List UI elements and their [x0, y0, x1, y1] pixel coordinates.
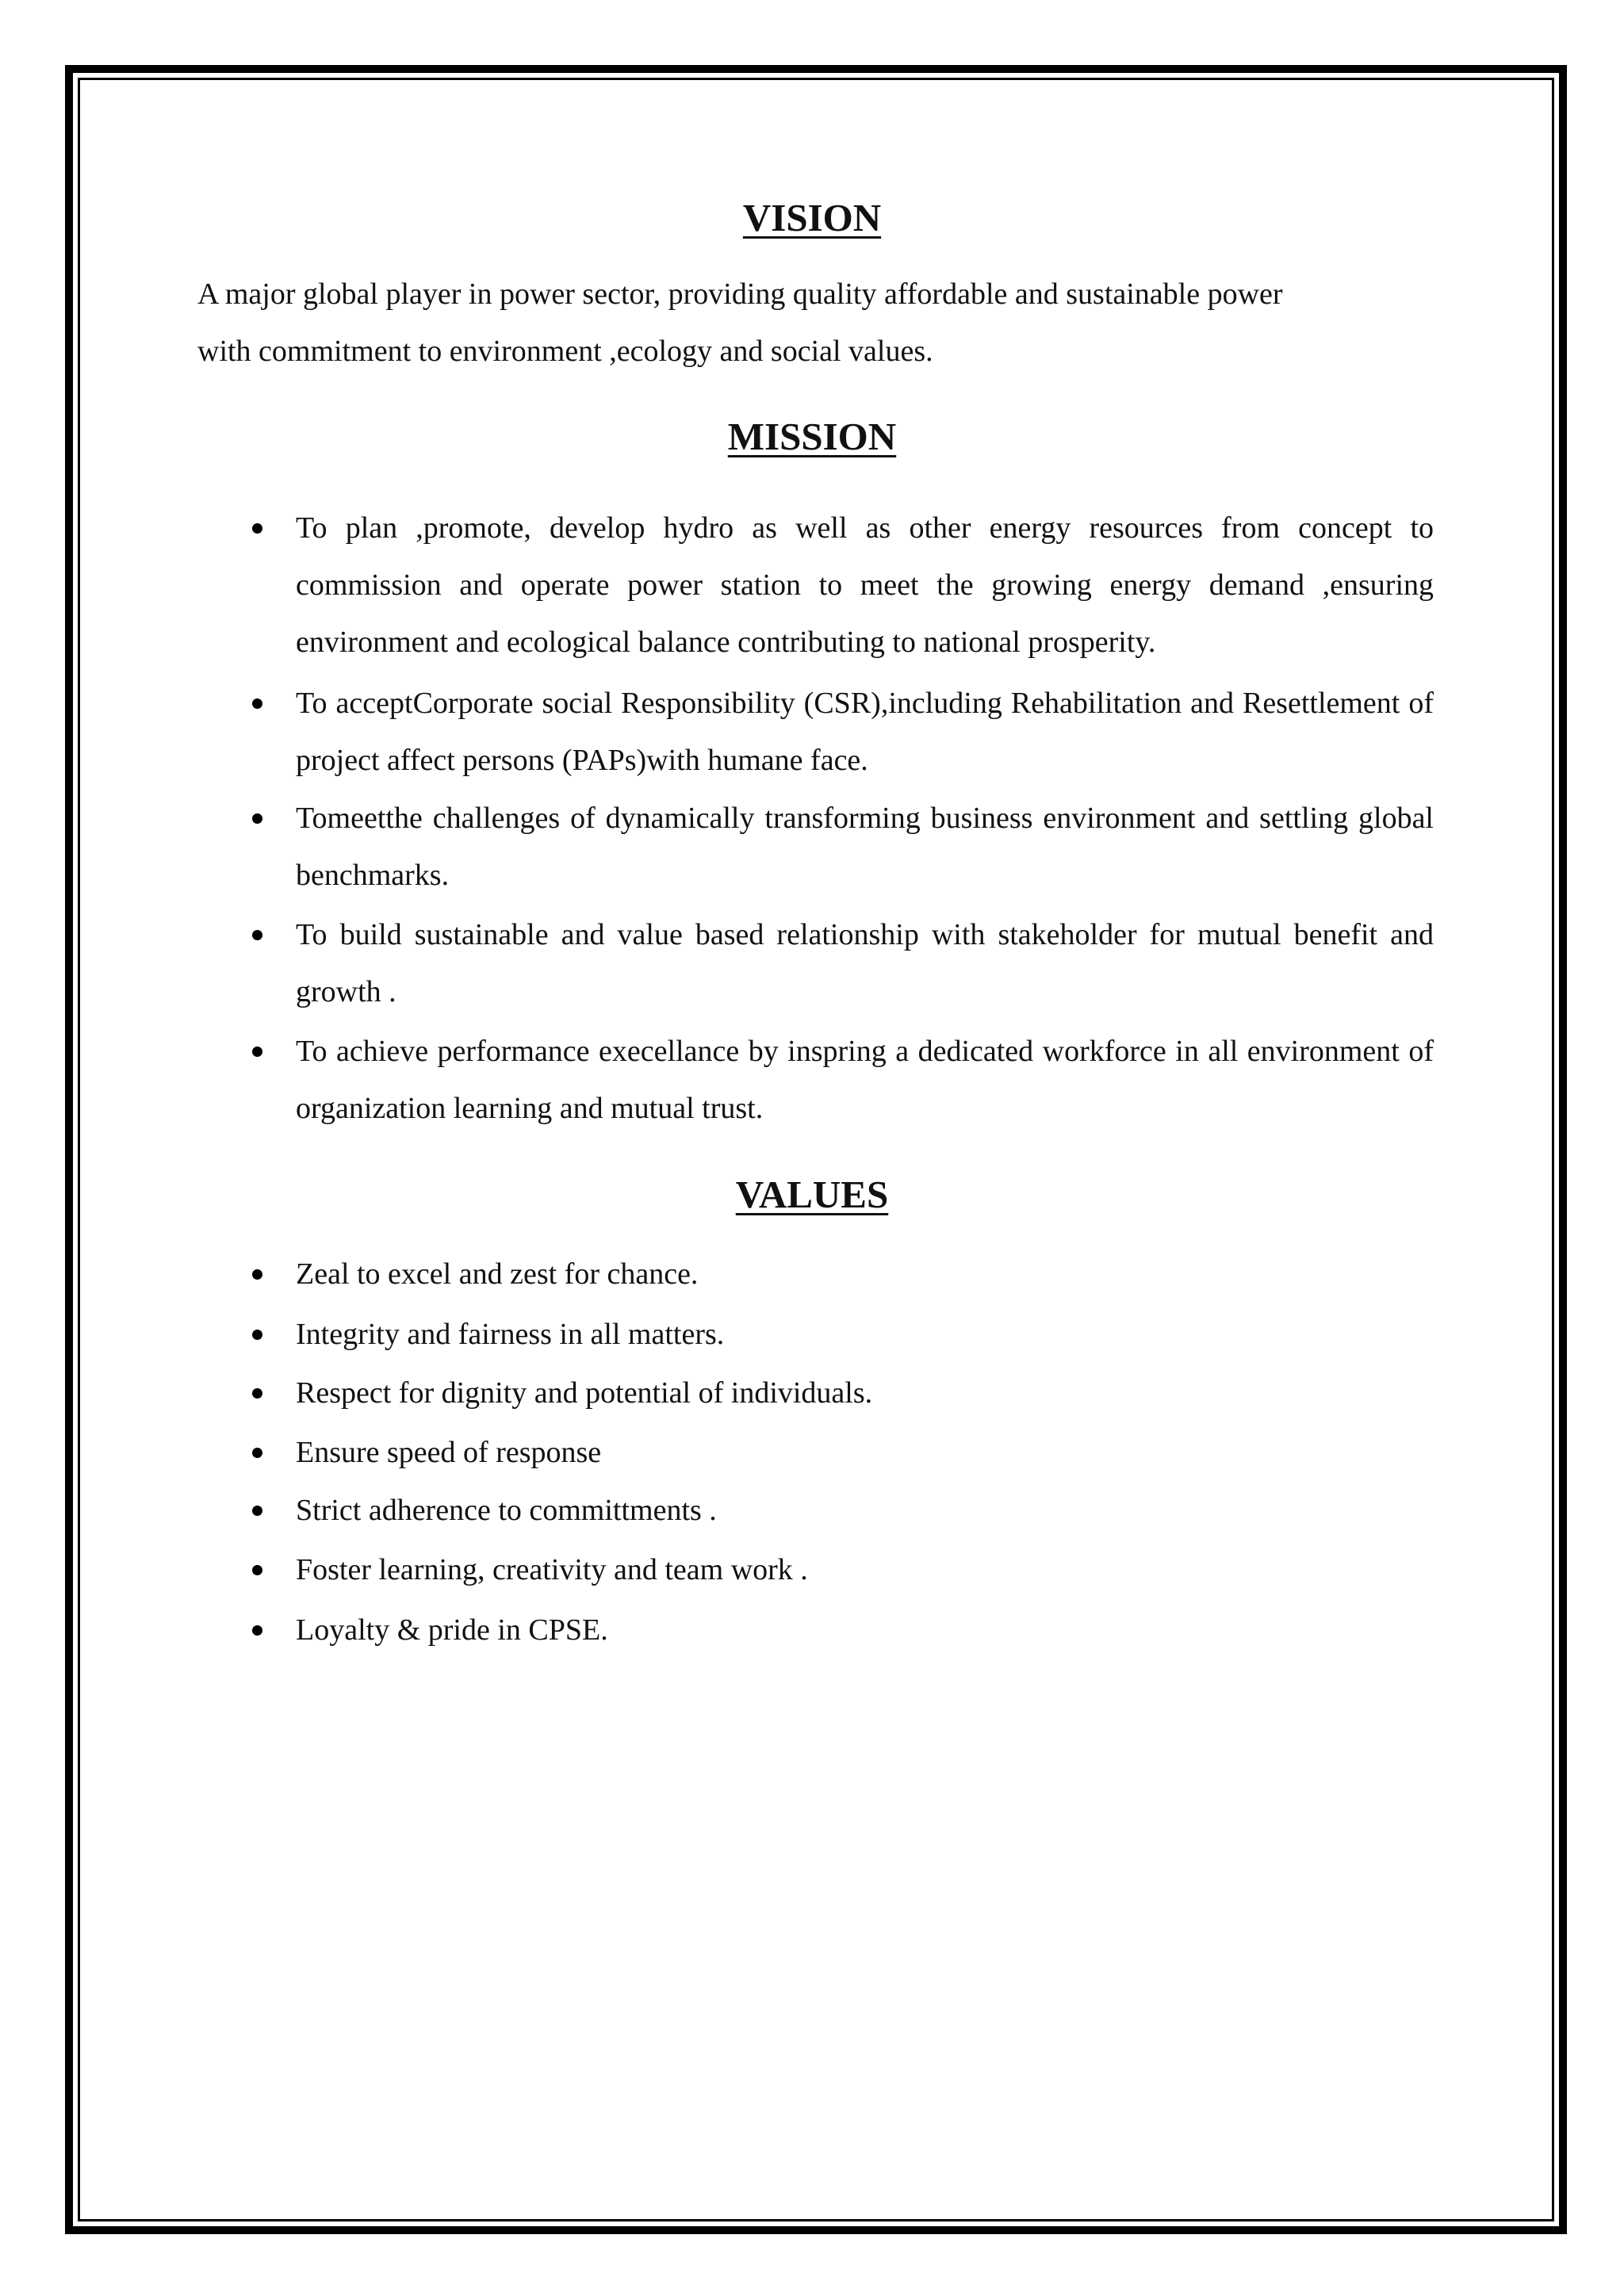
- bullet-icon: [252, 1388, 262, 1399]
- value-item-text: Loyalty & pride in CPSE.: [296, 1613, 608, 1647]
- values-heading: VALUES: [735, 1173, 889, 1216]
- value-item-text: Integrity and fairness in all matters.: [296, 1318, 725, 1351]
- mission-item-text: To build sustainable and value based relationship with stakeholder for mutual benefit and growth .: [296, 918, 1434, 1008]
- bullet-icon: [252, 813, 262, 824]
- bullet-icon: [252, 1269, 262, 1280]
- value-item-text: Respect for dignity and potential of individuals.: [296, 1376, 873, 1410]
- bullet-icon: [252, 1330, 262, 1340]
- bullet-icon: [252, 930, 262, 940]
- bullet-icon: [252, 1047, 262, 1057]
- bullet-icon: [252, 1506, 262, 1516]
- value-item-text: Foster learning, creativity and team work .: [296, 1553, 808, 1586]
- page-border-inner: [78, 78, 1554, 2221]
- value-item-text: Ensure speed of response: [296, 1436, 602, 1469]
- mission-item-text: To plan ,promote, develop hydro as well as other energy resources from concept to commission and operate power station to meet the growing energy demand ,ensuring environment and ecological balance contributing to national prosperity.: [296, 511, 1434, 659]
- bullet-icon: [252, 698, 262, 709]
- mission-item-text: To achieve performance execellance by inspring a dedicated workforce in all environment of organization learning and mutual trust.: [296, 1035, 1434, 1125]
- bullet-icon: [252, 1625, 262, 1636]
- bullet-icon: [252, 1448, 262, 1458]
- mission-item-text: Tomeetthe challenges of dynamically transforming business environment and settling global benchmarks.: [296, 802, 1434, 892]
- mission-item-text: To acceptCorporate social Responsibility (CSR),including Rehabilitation and Resettlement of project affect persons (PAPs)with humane face.: [296, 687, 1434, 777]
- bullet-icon: [252, 1565, 262, 1575]
- value-item-text: Zeal to excel and zest for chance.: [296, 1257, 699, 1291]
- vision-text-line-1: A major global player in power sector, providing quality affordable and sustainable power: [197, 277, 1283, 311]
- vision-heading: VISION: [742, 196, 882, 239]
- mission-heading: MISSION: [727, 415, 897, 458]
- vision-text-line-2: with commitment to environment ,ecology and social values.: [197, 335, 933, 368]
- bullet-icon: [252, 523, 262, 534]
- value-item-text: Strict adherence to committments .: [296, 1494, 717, 1527]
